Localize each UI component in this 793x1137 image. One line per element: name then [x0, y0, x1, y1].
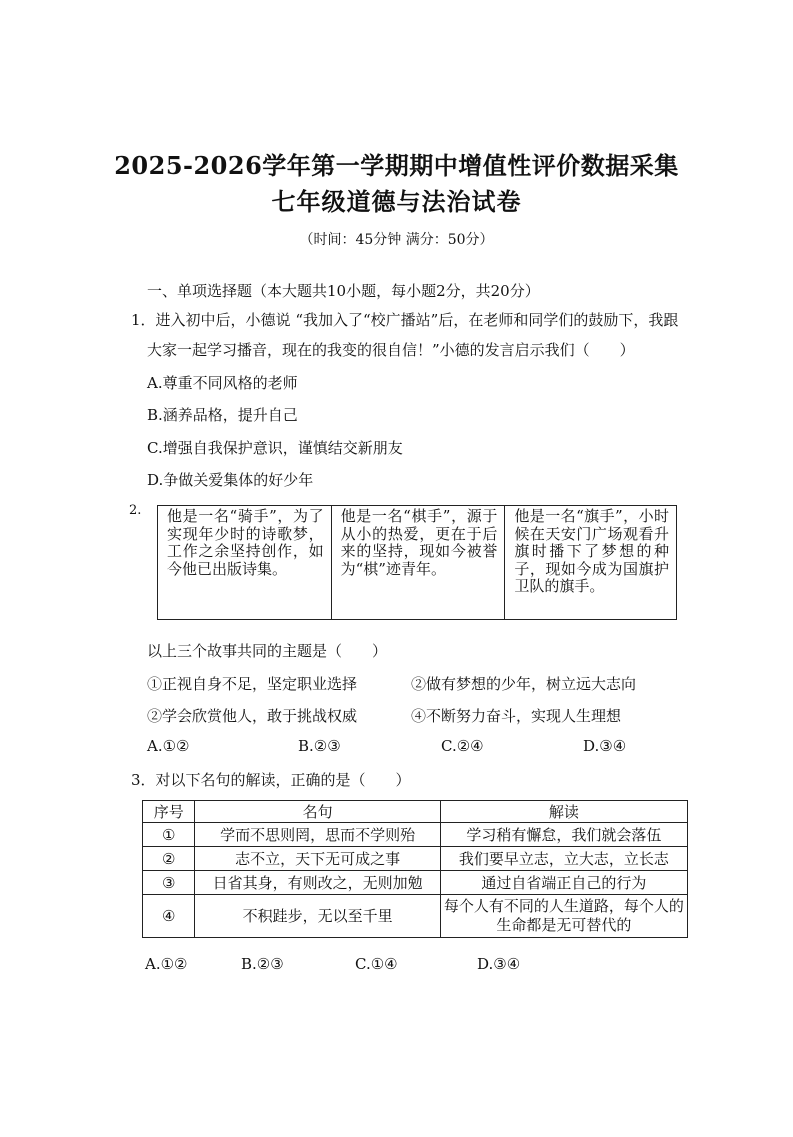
row-number: ④ [143, 895, 195, 938]
q1-stem-line2: 大家一起学习播音，现在的我变的很自信！”小德的发言启示我们（ ） [147, 341, 635, 359]
table-row [143, 823, 688, 847]
story-cell-flag: 他是一名“旗手”，小时候在天安门广场观看升旗时播下了梦想的种子，现如今成为国旗护卫队的旗手。 [505, 506, 677, 620]
q1-stem-line1: 1．进入初中后，小德说 “我加入了“校广播站”后，在老师和同学们的鼓励下，我跟 [131, 311, 679, 329]
story-cell-rider: 他是一名“骑手”，为了实现年少时的诗歌梦，工作之余坚持创作，如今他已出版诗集。 [158, 506, 332, 620]
q2-choice-a: A.①② [147, 737, 190, 755]
q2-statement-1: ①正视自身不足，坚定职业选择 [147, 675, 358, 693]
q3-choice-d: D.③④ [477, 955, 521, 973]
col-header-number: 序号 [143, 801, 195, 823]
table-row [143, 871, 688, 895]
q3-choice-c: C.①④ [355, 955, 398, 973]
section-heading: 一、单项选择题（本大题共10小题，每小题2分，共20分） [147, 282, 540, 300]
row-interpretation: 每个人有不同的人生道路，每个人的生命都是无可替代的 [440, 895, 687, 938]
table-row [143, 895, 688, 938]
q2-statement-4: ④不断努力奋斗，实现人生理想 [411, 707, 622, 725]
q3-stem: 3．对以下名句的解读，正确的是（ ） [131, 771, 411, 789]
q2-story-table [157, 505, 677, 620]
q2-choice-c: C.②④ [441, 737, 484, 755]
row-quote: 不积跬步，无以至千里 [195, 895, 440, 938]
q2-statement-3: ②学会欣赏他人，敢于挑战权威 [147, 707, 358, 725]
q2-choice-d: D.③④ [583, 737, 627, 755]
exam-title-line1: 2025-2026学年第一学期期中增值性评价数据采集 [114, 151, 679, 180]
row-interpretation: 通过自省端正自己的行为 [440, 871, 687, 895]
exam-title-line2: 七年级道德与法治试卷 [271, 187, 522, 216]
q3-choice-b: B.②③ [241, 955, 284, 973]
row-quote: 学而不思则罔，思而不学则殆 [195, 823, 440, 847]
col-header-interpretation: 解读 [440, 801, 687, 823]
q1-option-a: A.尊重不同风格的老师 [147, 374, 298, 392]
q2-statement-2: ②做有梦想的少年，树立远大志向 [411, 675, 637, 693]
table-row [143, 847, 688, 871]
q2-stem: 以上三个故事共同的主题是（ ） [147, 642, 388, 660]
row-number: ① [143, 823, 195, 847]
row-quote: 日省其身，有则改之，无则加勉 [195, 871, 440, 895]
q2-choice-b: B.②③ [298, 737, 341, 755]
row-number: ② [143, 847, 195, 871]
q2-number: 2. [129, 503, 142, 518]
row-interpretation: 我们要早立志，立大志，立长志 [440, 847, 687, 871]
story-cell-chess: 他是一名“棋手”，源于从小的热爱，更在于后来的坚持，现如今被誉为“棋”迹青年。 [331, 506, 505, 620]
q3-choice-a: A.①② [145, 955, 188, 973]
q1-option-c: C.增强自我保护意识，谨慎结交新朋友 [147, 439, 403, 457]
col-header-quote: 名句 [195, 801, 440, 823]
q1-option-d: D.争做关爱集体的好少年 [147, 471, 314, 489]
q3-quote-table [142, 800, 688, 938]
row-quote: 志不立，天下无可成之事 [195, 847, 440, 871]
exam-time-note: （时间：45分钟 满分：50分） [299, 232, 494, 248]
row-interpretation: 学习稍有懈怠，我们就会落伍 [440, 823, 687, 847]
q1-option-b: B.涵养品格，提升自己 [147, 406, 298, 424]
row-number: ③ [143, 871, 195, 895]
